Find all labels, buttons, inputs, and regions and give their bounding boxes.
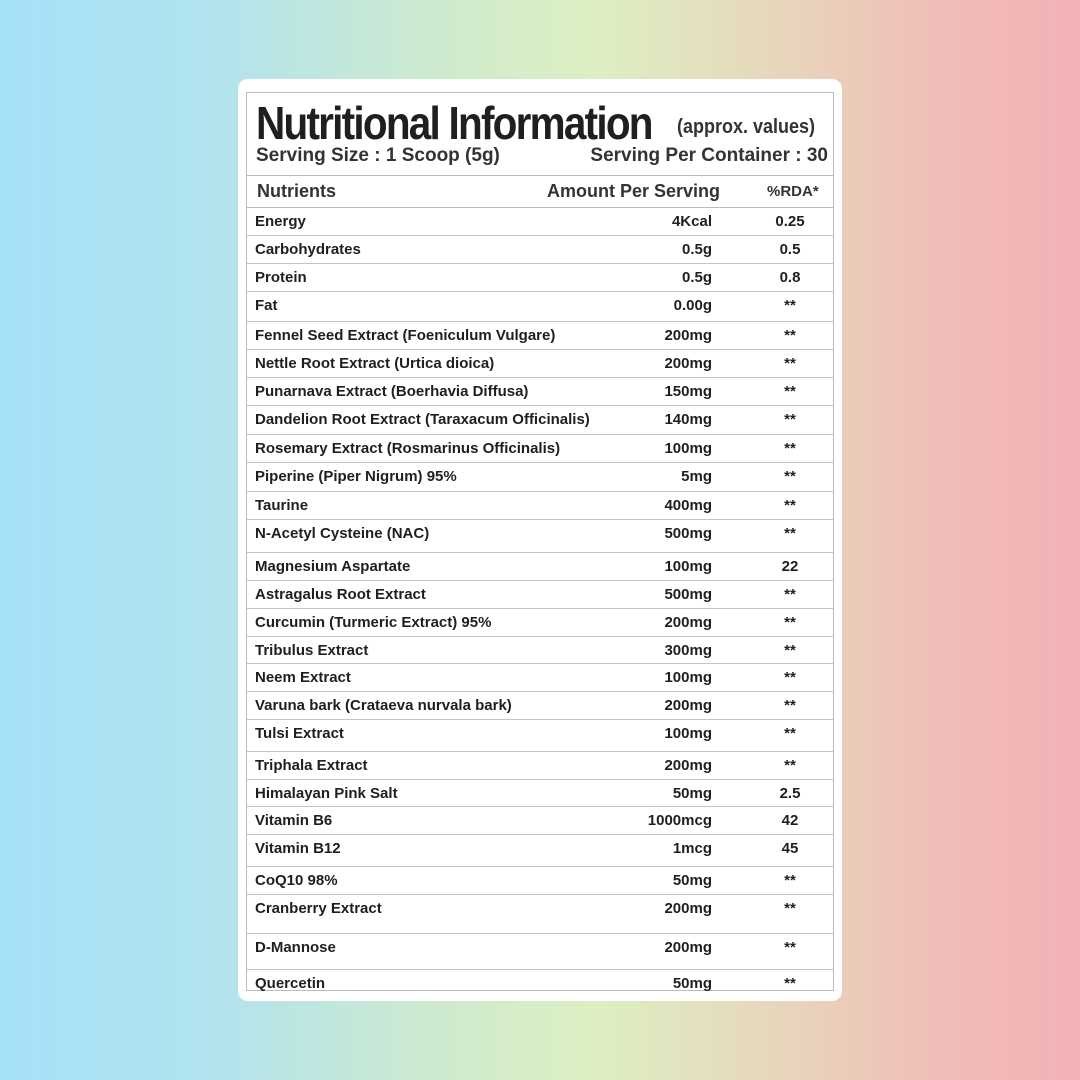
table-header [247,93,833,176]
table-row: Taurine 400mg ** [247,492,833,520]
nutrient-name: Nettle Root Extract (Urtica dioica) [255,355,495,372]
table-row: Carbohydrates 0.5g 0.5 [247,236,833,264]
nutrient-name: Vitamin B6 [255,812,333,829]
amount-column-header: Amount Per Serving [546,181,720,201]
nutrient-name: D-Mannose [255,939,336,956]
nutrient-amount: 0.5g [681,241,712,258]
table-row: Cranberry Extract 200mg ** [247,895,833,934]
nutrient-amount: 0.5g [681,269,712,286]
nutrient-amount: 100mg [664,440,712,457]
nutrient-amount: 5mg [681,468,712,485]
table-row: Vitamin B12 1mcg 45 [247,835,833,867]
table-row: Neem Extract 100mg ** [247,664,833,692]
nutrient-name: Tribulus Extract [255,642,369,659]
nutrient-amount: 0.00g [673,297,712,314]
table-row: Fennel Seed Extract (Foeniculum Vulgare) 200mg ** [247,322,833,350]
nutrient-amount: 200mg [664,757,712,774]
table-row: CoQ10 98% 50mg ** [247,867,833,895]
nutrient-amount: 200mg [664,355,712,372]
nutrient-name: Vitamin B12 [255,840,341,857]
nutrient-name: Protein [255,269,307,286]
nutrient-name: Dandelion Root Extract (Taraxacum Officinalis) [255,411,590,428]
table-row: Astragalus Root Extract 500mg ** [247,581,833,609]
table-row: N-Acetyl Cysteine (NAC) 500mg ** [247,520,833,553]
nutrient-amount: 200mg [664,697,712,714]
nutrition-table [246,92,834,991]
table-row: Dandelion Root Extract (Taraxacum Officinalis) 140mg ** [247,406,833,435]
nutrient-amount: 4Kcal [671,213,712,230]
nutrient-amount: 1000mcg [647,812,712,829]
table-row: Curcumin (Turmeric Extract) 95% 200mg ** [247,609,833,637]
nutrient-name: Varuna bark (Crataeva nurvala bark) [255,697,512,714]
page-title: Nutritional Information [256,97,652,149]
nutrient-amount: 50mg [672,975,712,992]
nutrient-name: Piperine (Piper Nigrum) 95% [255,468,457,485]
nutrient-name: Taurine [255,497,309,514]
nutrient-name: Rosemary Extract (Rosmarinus Officinalis) [255,440,561,457]
table-row: Varuna bark (Crataeva nurvala bark) 200mg ** [247,692,833,720]
nutrient-name: CoQ10 98% [255,872,338,889]
nutrient-amount: 200mg [664,327,712,344]
title-note: (approx. values) [677,116,816,138]
nutrient-name: N-Acetyl Cysteine (NAC) [255,525,430,542]
nutrient-name: Curcumin (Turmeric Extract) 95% [255,614,492,631]
column-headers [247,176,833,208]
nutrient-name: Fennel Seed Extract (Foeniculum Vulgare) [255,327,556,344]
nutrient-amount: 200mg [664,900,712,917]
table-row: Tulsi Extract 100mg ** [247,720,833,752]
table-row: Rosemary Extract (Rosmarinus Officinalis) 100mg ** [247,435,833,463]
table-row: Fat 0.00g ** [247,292,833,322]
nutrient-name: Fat [255,297,278,314]
nutrient-name: Punarnava Extract (Boerhavia Diffusa) [255,383,529,400]
nutrient-amount: 100mg [664,669,712,686]
nutrient-amount: 150mg [664,383,712,400]
table-row: Magnesium Aspartate 100mg 22 [247,553,833,581]
nutrient-name: Carbohydrates [255,241,361,258]
nutrient-name: Cranberry Extract [255,900,382,917]
table-row: Nettle Root Extract (Urtica dioica) 200mg ** [247,350,833,378]
servings-per-container: Serving Per Container : 30 [590,145,828,166]
rda-column-header: %RDA* [767,183,819,200]
nutrient-amount: 100mg [664,558,712,575]
nutrient-amount: 1mcg [672,840,712,857]
nutrient-name: Magnesium Aspartate [255,558,411,575]
nutrient-amount: 500mg [664,525,712,542]
nutrient-amount: 200mg [664,614,712,631]
table-row: Quercetin 50mg ** [255,975,796,992]
nutrient-amount: 300mg [664,642,712,659]
table-row: D-Mannose 200mg ** [247,934,833,970]
nutrition-card [238,79,842,1001]
nutrient-name: Neem Extract [255,669,351,686]
nutrient-amount: 100mg [664,725,712,742]
nutrient-amount: 50mg [672,785,712,802]
nutrient-amount: 140mg [664,411,712,428]
nutrient-name: Quercetin [255,975,326,992]
nutrient-rows [247,208,833,1006]
table-row: Energy 4Kcal 0.25 [247,208,833,236]
table-row: Triphala Extract 200mg ** [247,752,833,780]
nutrient-name: Astragalus Root Extract [255,586,426,603]
table-row: Tribulus Extract 300mg ** [247,637,833,664]
nutrient-amount: 200mg [664,939,712,956]
table-row: Punarnava Extract (Boerhavia Diffusa) 150mg ** [247,378,833,406]
nutrient-amount: 400mg [664,497,712,514]
nutrient-amount: 500mg [664,586,712,603]
table-row: Himalayan Pink Salt 50mg 2.5 [247,780,833,807]
table-row: Vitamin B6 1000mcg 42 [247,807,833,835]
nutrient-name: Tulsi Extract [255,725,344,742]
nutrient-amount: 50mg [672,872,712,889]
table-row: Protein 0.5g 0.8 [247,264,833,292]
nutrient-name: Triphala Extract [255,757,368,774]
table-row: Piperine (Piper Nigrum) 95% 5mg ** [247,463,833,492]
nutrient-name: Himalayan Pink Salt [255,785,398,802]
serving-size: Serving Size : 1 Scoop (5g) [256,145,500,166]
nutrients-column-header: Nutrients [257,181,337,201]
nutrient-name: Energy [255,213,306,230]
